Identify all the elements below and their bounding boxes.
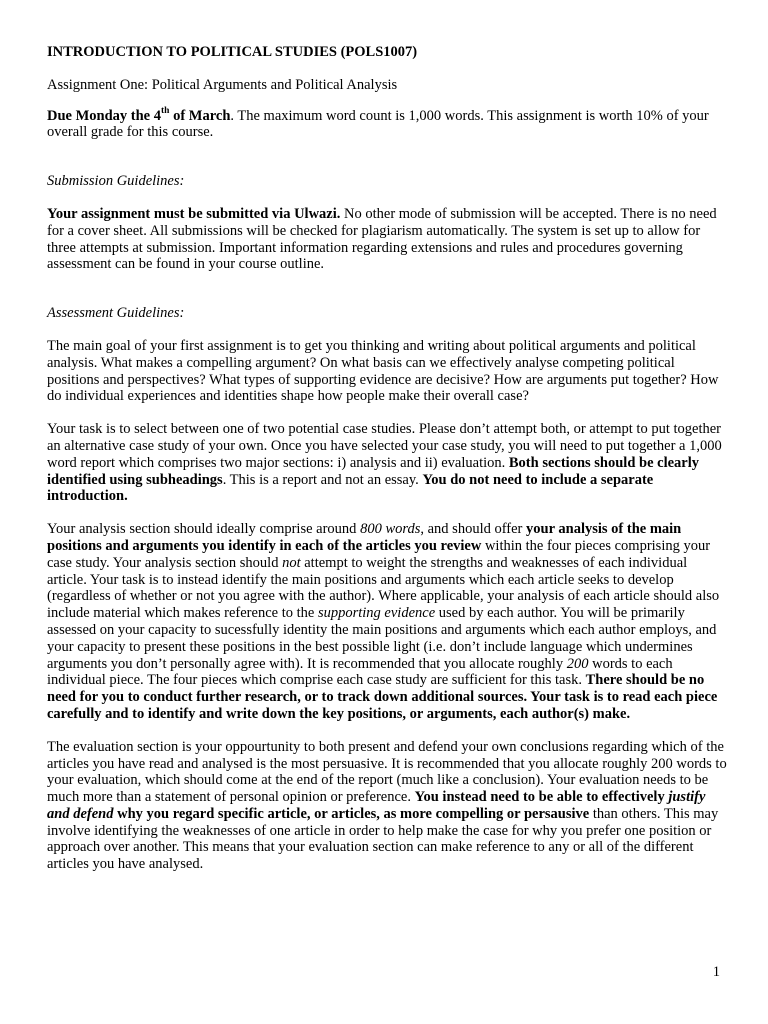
assessment-paragraph-4: The evaluation section is your oppourtunity to both present and defend your own conclusions regarding which of the articles you have read and analysed is the most persuasive. It is recommended that you allocate roughly 200 words to your evaluation, which should come at the end of the report (much like a conclusion). Your evaluation needs to be much more than a statement of personal opinion or preference. You instead need to be able to effectively justify and defend why you regard specific article, or articles, as more compelling or persausive than others. This may involve identifying the weaknesses of one article in order to help make the case for why you prefer one position or approach over another. This means that your evaluation section can make reference to any or all of the different articles you have analysed.	[47, 738, 727, 873]
assessment-paragraph-2: Your task is to select between one of two potential case studies. Please don’t attempt both, or attempt to put together an alternative case study of your own. Once you have selected your case study, you will need to put together a 1,000 word report which comprises two major sections: i) analysis and ii) evaluation. Both sections should be clearly identified using subheadings. This is a report and not an essay. You do not need to include a separate introduction.	[47, 421, 722, 505]
due-date: Due Monday the 4th of March	[47, 105, 231, 124]
document-page	[47, 44, 727, 889]
assessment-guidelines-heading: Assessment Guidelines:	[47, 305, 185, 322]
page-number: 1	[712, 964, 720, 980]
assessment-paragraph-3: Your analysis section should ideally comprise around 800 words, and should offer your analysis of the main positions and arguments you identify in each of the articles you review within the four pieces comprising your case study. Your analysis section should not attempt to weight the strengths and weaknesses of each individual article. Your task is to instead identify the main positions and arguments which each article seeks to develop (regardless of whether or not you agree with the author). Where applicable, your analysis of each article should also include material which makes reference to the supporting evidence used by each author. You will be primarily assessed on your capacity to sucessfully identity the main positions and arguments which each author employs, and your capacity to present these positions in the best possible light (i.e. don’t include language which undermines arguments you don’t personally agree with). It is recommended that you allocate roughly 200 words to each individual piece. The four pieces which comprise each case study are sufficient for this task. There should be no need for you to conduct further research, or to track down additional sources. Your task is to read each piece carefully and to identify and write down the key positions, or arguments, each author(s) make.	[47, 521, 720, 722]
assignment-subtitle: Assignment One: Political Arguments and Political Analysis	[47, 76, 398, 93]
document-title: INTRODUCTION TO POLITICAL STUDIES (POLS1007)	[47, 44, 418, 60]
submission-guidelines-heading: Submission Guidelines:	[47, 173, 185, 190]
spacer	[47, 289, 727, 305]
due-date-paragraph: Due Monday the 4th of March. The maximum word count is 1,000 words. This assignment is worth 10% of your overall grade for this course.	[47, 105, 709, 141]
spacer	[47, 157, 727, 173]
assessment-paragraph-1: The main goal of your first assignment is to get you thinking and writing about political arguments and political analysis. What makes a compelling argument? On what basis can we effectively analyse competing political positions and perspectives? What types of supporting evidence are decisive? How are arguments put together? How do individual experiences and identities shape how people make their overall case?	[47, 337, 719, 405]
submission-paragraph: Your assignment must be submitted via Ulwazi. No other mode of submission will be accepted. There is no need for a cover sheet. All submissions will be checked for plagiarism automatically. The system is set up to allow for three attempts at submission. Important information regarding extensions and rules and procedures governing assessment can be found in your course outline.	[47, 205, 717, 273]
